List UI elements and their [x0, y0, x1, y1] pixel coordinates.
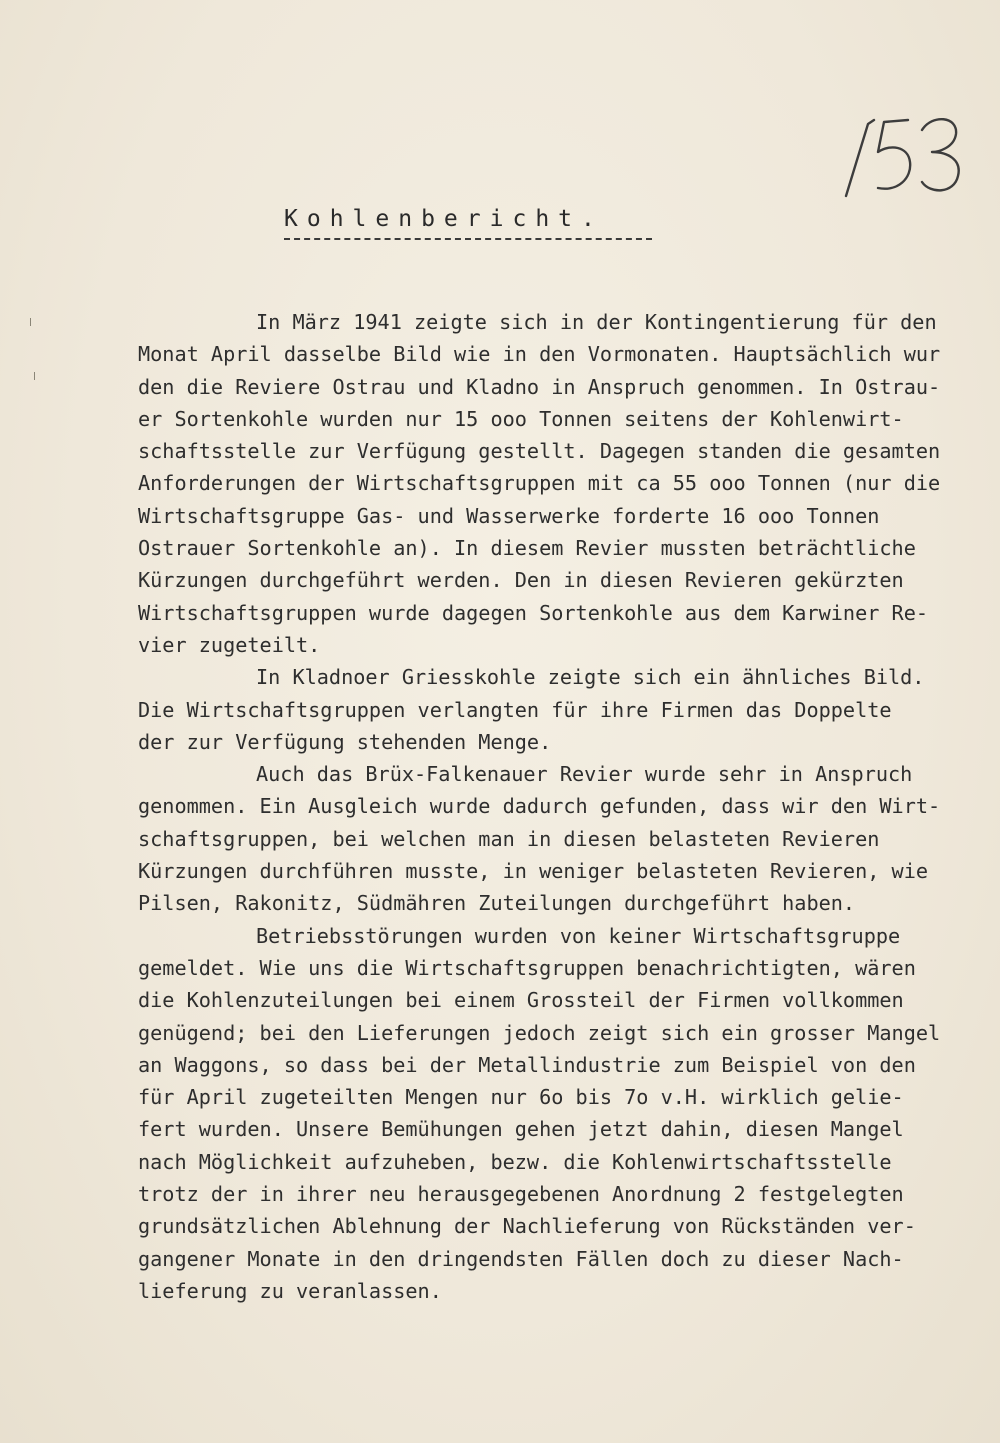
text-line: Pilsen, Rakonitz, Südmähren Zuteilungen durchgeführt haben.	[138, 891, 856, 916]
text-line: Monat April dasselbe Bild wie in den Vormonaten. Hauptsächlich wur	[138, 342, 941, 367]
text-line: der zur Verfügung stehenden Menge.	[138, 729, 552, 754]
handwritten-page-number	[838, 108, 968, 203]
text-line: Wirtschaftsgruppe Gas- und Wasserwerke forderte 16 ooo Tonnen	[138, 503, 880, 528]
text-line: Ostrauer Sortenkohle an). In diesem Revier mussten beträchtliche	[138, 536, 916, 561]
text-line: den die Reviere Ostrau und Kladno in Anspruch genommen. In Ostrau-	[138, 374, 941, 399]
text-line: für April zugeteilten Mengen nur 6o bis 7o v.H. wirklich gelie-	[138, 1085, 904, 1110]
text-line: grundsätzlichen Ablehnung der Nachlieferung von Rückständen ver-	[138, 1214, 916, 1239]
text-line: genommen. Ein Ausgleich wurde dadurch gefunden, dass wir den Wirt-	[138, 794, 941, 819]
paragraph-first-line: Betriebsstörungen wurden von keiner Wirtschaftsgruppe	[256, 923, 901, 948]
text-line: schaftsgruppen, bei welchen man in diesen belasteten Revieren	[138, 826, 880, 851]
text-line: Kürzungen durchführen musste, in weniger belasteten Revieren, wie	[138, 859, 929, 884]
text-line: Die Wirtschaftsgruppen verlangten für ihre Firmen das Doppelte	[138, 697, 892, 722]
text-line: gangener Monate in den dringendsten Fällen doch zu dieser Nach-	[138, 1246, 904, 1271]
document-title: Kohlenbericht.	[284, 206, 604, 232]
text-line: fert wurden. Unsere Bemühungen gehen jetzt dahin, diesen Mangel	[138, 1117, 904, 1142]
margin-mark	[34, 372, 39, 380]
text-line: gemeldet. Wie uns die Wirtschaftsgruppen benachrichtigten, wären	[138, 955, 916, 980]
text-line: schaftsstelle zur Verfügung gestellt. Dagegen standen die gesamten	[138, 439, 941, 464]
paragraph-first-line: In März 1941 zeigte sich in der Kontingentierung für den	[256, 310, 937, 334]
paragraph-first-line: In Kladnoer Griesskohle zeigte sich ein ähnliches Bild.	[256, 665, 925, 690]
text-line: Kürzungen durchgeführt werden. Den in diesen Revieren gekürzten	[138, 568, 904, 593]
text-line: die Kohlenzuteilungen bei einem Grossteil der Firmen vollkommen	[138, 988, 904, 1013]
text-line: er Sortenkohle wurden nur 15 ooo Tonnen seitens der Kohlenwirt-	[138, 406, 904, 431]
text-line: Anforderungen der Wirtschaftsgruppen mit ca 55 ooo Tonnen (nur die	[138, 471, 941, 496]
text-line: nach Möglichkeit aufzuheben, bezw. die Kohlenwirtschaftsstelle	[138, 1149, 892, 1174]
text-line: vier zugeteilt.	[138, 632, 321, 657]
report-body	[138, 306, 968, 1307]
text-line: an Waggons, so dass bei der Metallindustrie zum Beispiel von den	[138, 1052, 916, 1077]
paragraph-first-line: Auch das Brüx-Falkenauer Revier wurde sehr in Anspruch	[256, 762, 913, 787]
text-line: genügend; bei den Lieferungen jedoch zeigt sich ein grosser Mangel	[138, 1020, 941, 1045]
title-underline	[284, 238, 652, 240]
text-line: trotz der in ihrer neu herausgegebenen Anordnung 2 festgelegten	[138, 1182, 904, 1207]
text-line: Wirtschaftsgruppen wurde dagegen Sortenkohle aus dem Karwiner Re-	[138, 600, 929, 625]
text-line: lieferung zu veranlassen.	[138, 1278, 442, 1303]
margin-mark	[30, 318, 35, 326]
